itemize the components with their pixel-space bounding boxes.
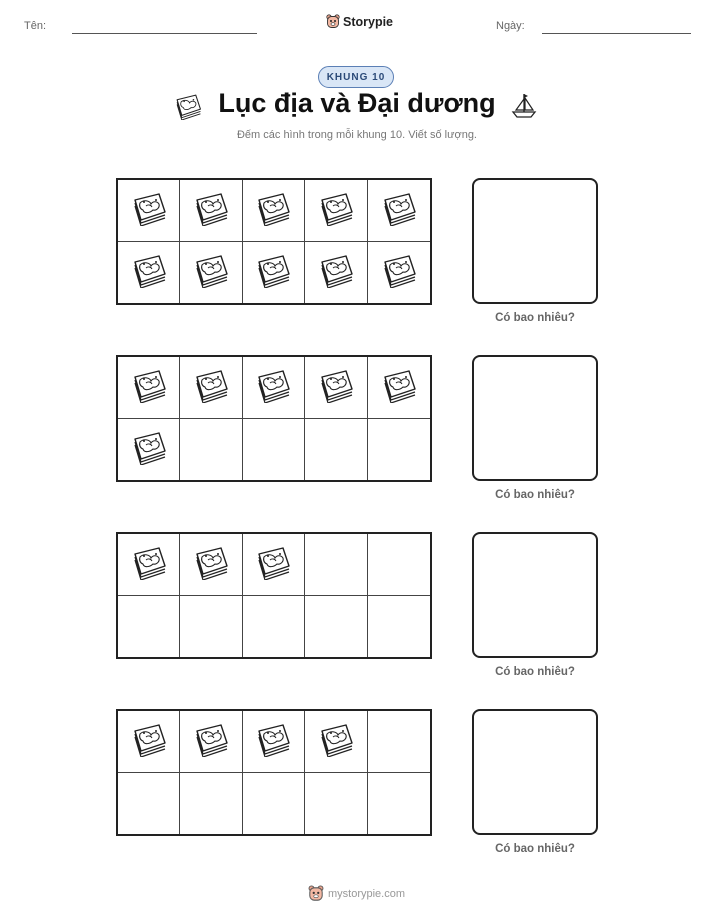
ten-frame-cell — [368, 419, 430, 481]
ten-frame-cell — [243, 773, 305, 835]
ten-frame-cell — [305, 596, 367, 658]
world-map-book-icon — [129, 429, 169, 470]
world-map-book-icon — [129, 367, 169, 408]
world-map-book-icon — [379, 190, 419, 231]
answer-box-4[interactable] — [472, 709, 598, 835]
world-map-book-icon — [253, 252, 293, 293]
world-map-book-icon — [129, 190, 169, 231]
world-map-book-icon — [253, 367, 293, 408]
ten-frame-cell — [368, 773, 430, 835]
ten-frame-2 — [116, 355, 432, 482]
ten-frame-cell — [118, 596, 180, 658]
ten-frame-cell — [118, 180, 180, 242]
ten-frame-cell — [243, 242, 305, 304]
ten-frame-cell — [180, 534, 242, 596]
ten-frame-cell — [243, 180, 305, 242]
ten-frame-cell — [118, 711, 180, 773]
ten-frame-4 — [116, 709, 432, 836]
ten-frame-cell — [305, 419, 367, 481]
ten-frame-cell — [180, 419, 242, 481]
ten-frame-cell — [368, 242, 430, 304]
ten-frame-cell — [118, 357, 180, 419]
ten-frame-1 — [116, 178, 432, 305]
world-map-book-icon — [316, 252, 356, 293]
world-map-book-icon — [379, 367, 419, 408]
ten-frame-cell — [368, 534, 430, 596]
page-title: Lục địa và Đại dương — [218, 88, 496, 118]
ten-frame-cell — [243, 711, 305, 773]
ten-frame-cell — [180, 773, 242, 835]
answer-box-1[interactable] — [472, 178, 598, 304]
ten-frame-cell — [243, 534, 305, 596]
ten-frame-cell — [368, 596, 430, 658]
question-label-2: Có bao nhiêu? — [495, 489, 575, 501]
date-line[interactable] — [542, 33, 691, 34]
ten-frame-cell — [180, 242, 242, 304]
ten-frame-cell — [118, 242, 180, 304]
ten-frame-cell — [118, 534, 180, 596]
ten-frame-cell — [368, 180, 430, 242]
ten-frame-cell — [243, 357, 305, 419]
world-map-book-icon — [191, 721, 231, 762]
ten-frame-cell — [243, 596, 305, 658]
ten-frame-cell — [305, 534, 367, 596]
ten-frame-3 — [116, 532, 432, 659]
world-map-book-icon — [316, 721, 356, 762]
world-map-book-icon — [191, 190, 231, 231]
world-map-book-icon — [129, 544, 169, 585]
ten-frame-cell — [368, 711, 430, 773]
ten-frame-cell — [118, 773, 180, 835]
world-map-book-icon — [191, 544, 231, 585]
world-map-book-icon — [129, 721, 169, 762]
name-label: Tên: — [24, 20, 47, 32]
storypie-mascot-icon — [308, 885, 324, 903]
ten-frame-cell — [305, 242, 367, 304]
world-map-book-icon — [316, 190, 356, 231]
world-map-book-icon — [253, 721, 293, 762]
world-map-book-icon — [253, 190, 293, 231]
ten-frame-cell — [180, 180, 242, 242]
sailboat-icon — [510, 92, 538, 125]
storypie-mascot-icon — [326, 14, 340, 30]
ten-frame-cell — [180, 357, 242, 419]
world-map-book-icon — [129, 252, 169, 293]
question-label-1: Có bao nhiêu? — [495, 312, 575, 324]
brand-logo — [326, 14, 393, 30]
ten-frame-cell — [180, 596, 242, 658]
ten-frame-cell — [305, 773, 367, 835]
date-label: Ngày: — [496, 20, 525, 32]
question-label-3: Có bao nhiêu? — [495, 666, 575, 678]
worksheet-type-badge: KHUNG 10 — [318, 66, 394, 88]
name-line[interactable] — [72, 33, 257, 34]
ten-frame-cell — [305, 180, 367, 242]
world-map-book-icon — [379, 252, 419, 293]
question-label-4: Có bao nhiêu? — [495, 843, 575, 855]
world-map-book-icon — [191, 252, 231, 293]
brand-name: Storypie — [343, 15, 394, 29]
ten-frame-cell — [368, 357, 430, 419]
world-map-book-icon — [253, 544, 293, 585]
world-map-book-icon — [316, 367, 356, 408]
ten-frame-cell — [243, 419, 305, 481]
instructions: Đếm các hình trong mỗi khung 10. Viết số lượng. — [236, 129, 477, 141]
answer-box-3[interactable] — [472, 532, 598, 658]
ten-frame-cell — [305, 357, 367, 419]
world-map-book-icon — [191, 367, 231, 408]
ten-frame-cell — [305, 711, 367, 773]
answer-box-2[interactable] — [472, 355, 598, 481]
ten-frame-cell — [118, 419, 180, 481]
footer-url[interactable]: mystorypie.com — [328, 888, 406, 900]
footer — [308, 885, 405, 903]
ten-frame-cell — [180, 711, 242, 773]
